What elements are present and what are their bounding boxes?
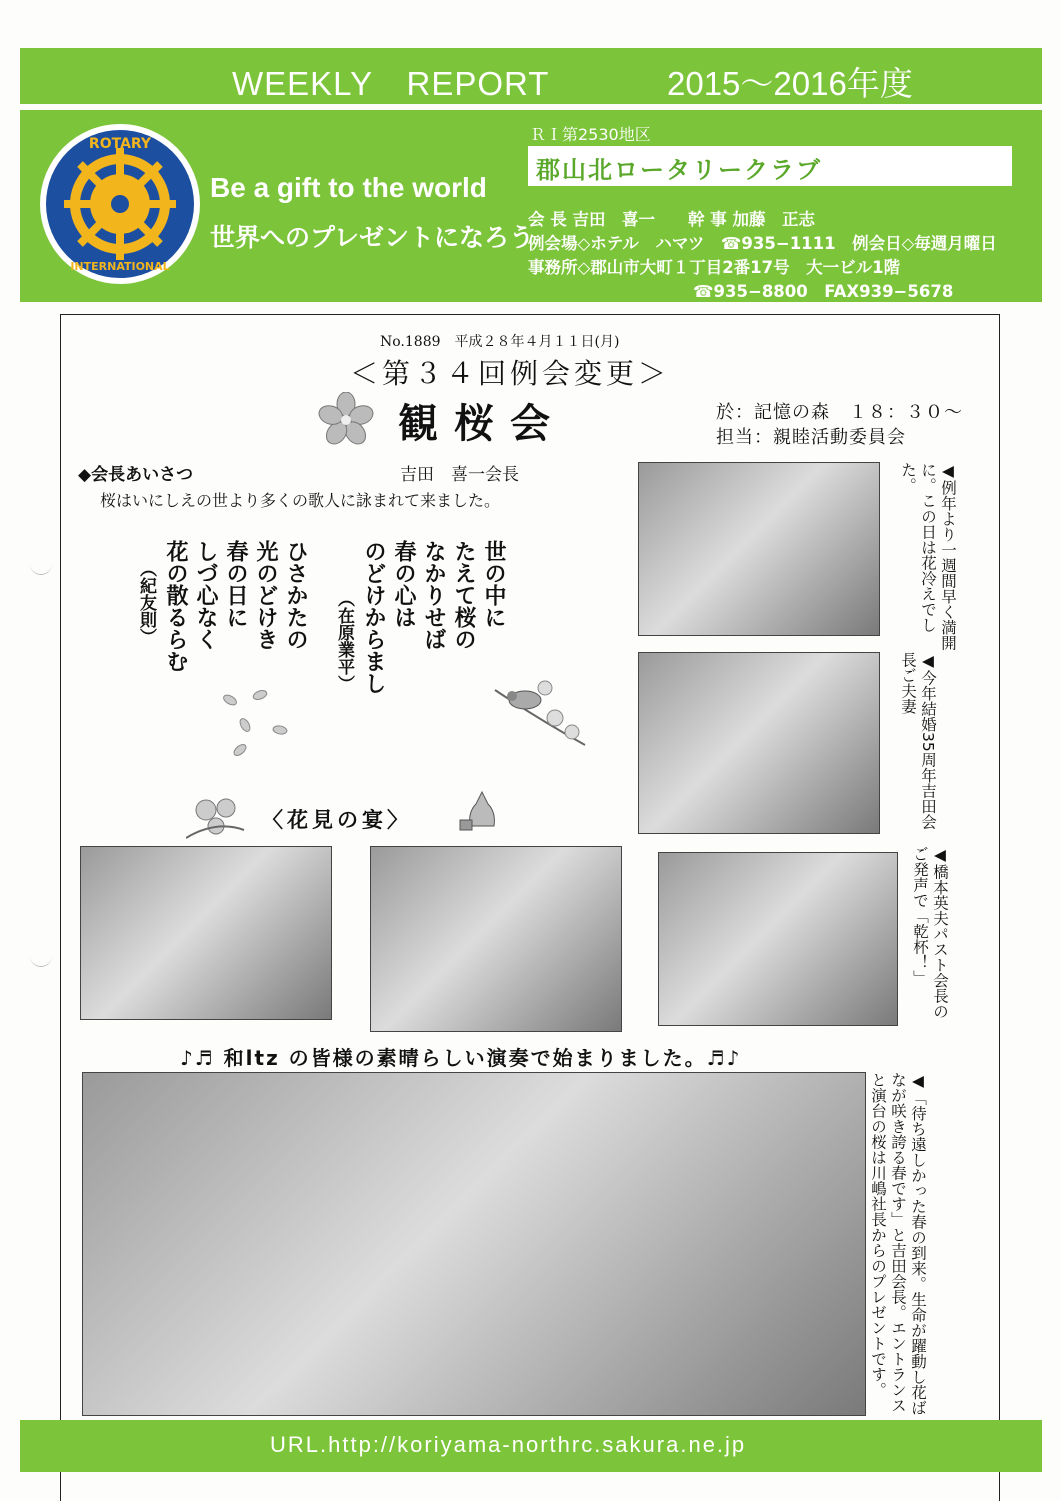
cherry-blossom-icon bbox=[186, 790, 246, 840]
poem-narihira bbox=[330, 540, 508, 720]
photo-performers-group bbox=[370, 846, 622, 1032]
caption-toast: ◀橋本英夫パスト会長のご発声で「乾杯！」 bbox=[911, 846, 949, 1019]
poem-line: たえて桜の bbox=[451, 540, 477, 650]
bird-branch-icon bbox=[490, 670, 590, 760]
logo-text-bottom: INTERNATIONAL bbox=[70, 260, 170, 273]
poem-line: ひさかたの bbox=[283, 540, 309, 650]
slogan-japanese: 世界へのプレゼントになろう bbox=[210, 223, 535, 252]
district-label: ＲＩ第2530地区 bbox=[530, 125, 651, 144]
caption-group: ◀「待ち遠しかった春の到来。生命が躍動し花ばなが咲き誇る春です」と吉田会長。エントランスと演台の桜は川嶋社長からのプレゼントです。 bbox=[869, 1072, 927, 1416]
poem-line: 春の心は bbox=[391, 540, 417, 628]
rotary-logo bbox=[34, 118, 206, 290]
poem-line: なかりせば bbox=[421, 540, 447, 650]
footer-bar bbox=[20, 1420, 1042, 1472]
poem-line: のどけからまし bbox=[361, 540, 387, 694]
info-officers: 会 長 吉田 喜一 幹 事 加藤 正志 bbox=[528, 210, 815, 229]
greeting-heading: ◆会長あいさつ bbox=[78, 465, 194, 485]
poem-line: 光のどけき bbox=[253, 540, 279, 650]
poem-line: 世の中に bbox=[481, 540, 507, 628]
caption-venue: ◀例年より一週間早く満開に。この日は花冷えでした。 bbox=[899, 462, 957, 651]
slogan-english: Be a gift to the world bbox=[210, 172, 487, 203]
report-title: WEEKLY REPORT bbox=[232, 65, 550, 102]
music-caption: ♪♬ 和ltz の皆様の素晴らしい演奏で始まりました。♬♪ bbox=[180, 1046, 742, 1070]
photo-group-members bbox=[82, 1072, 866, 1416]
poem-line: しづ心なく bbox=[193, 540, 219, 650]
club-url-link[interactable]: URL.http://koriyama-northrc.sakura.ne.jp bbox=[270, 1432, 747, 1457]
logo-text-top: ROTARY bbox=[88, 136, 152, 152]
info-office: 事務所◇郡山市大町１丁目2番17号 大一ビル1階 bbox=[528, 258, 901, 277]
event-committee: 担当：親睦活動委員会 bbox=[716, 427, 906, 448]
poem-line: 春の日に bbox=[223, 540, 249, 628]
info-phone: ☎935−8800 FAX939−5678 bbox=[528, 282, 954, 301]
photo-toast-hall bbox=[658, 852, 898, 1026]
header-top-bar bbox=[20, 48, 1042, 104]
poem-author: （在原業平） bbox=[334, 590, 354, 692]
greeting-intro: 桜はいにしえの世より多くの歌人に詠まれて来ました。 bbox=[100, 491, 501, 510]
meeting-title: ＜第３４回例会変更＞ bbox=[350, 357, 671, 390]
sake-icon bbox=[458, 790, 506, 834]
binder-hole-mark bbox=[30, 954, 52, 967]
header-main bbox=[20, 110, 1042, 302]
binder-hole-mark bbox=[30, 562, 52, 575]
event-location: 於：記憶の森 １８：３０〜 bbox=[716, 402, 963, 423]
fiscal-year: 2015～2016年度 bbox=[667, 65, 913, 102]
sakura-icon bbox=[318, 392, 374, 448]
photo-singer-performance bbox=[80, 846, 332, 1020]
issue-number: No.1889 平成２８年４月１１日(月) bbox=[380, 334, 620, 350]
petals-icon bbox=[210, 680, 300, 760]
caption-couple: ◀今年結婚35周年吉田会長ご夫妻 bbox=[899, 652, 937, 830]
club-name: 郡山北ロータリークラブ bbox=[536, 156, 822, 184]
poem-author: （紀友則） bbox=[136, 560, 156, 645]
club-name-bar bbox=[528, 146, 1012, 186]
event-title: 観桜会 bbox=[398, 400, 566, 447]
president-name: 吉田 喜一会長 bbox=[400, 465, 519, 485]
photo-president-couple bbox=[638, 652, 880, 834]
info-venue: 例会場◇ホテル ハマツ ☎935−1111 例会日◇毎週月曜日 bbox=[528, 234, 997, 253]
hanami-heading: 〈花見の宴〉 bbox=[262, 807, 412, 832]
photo-venue-building bbox=[638, 462, 880, 636]
poem-line: 花の散るらむ bbox=[163, 540, 189, 672]
